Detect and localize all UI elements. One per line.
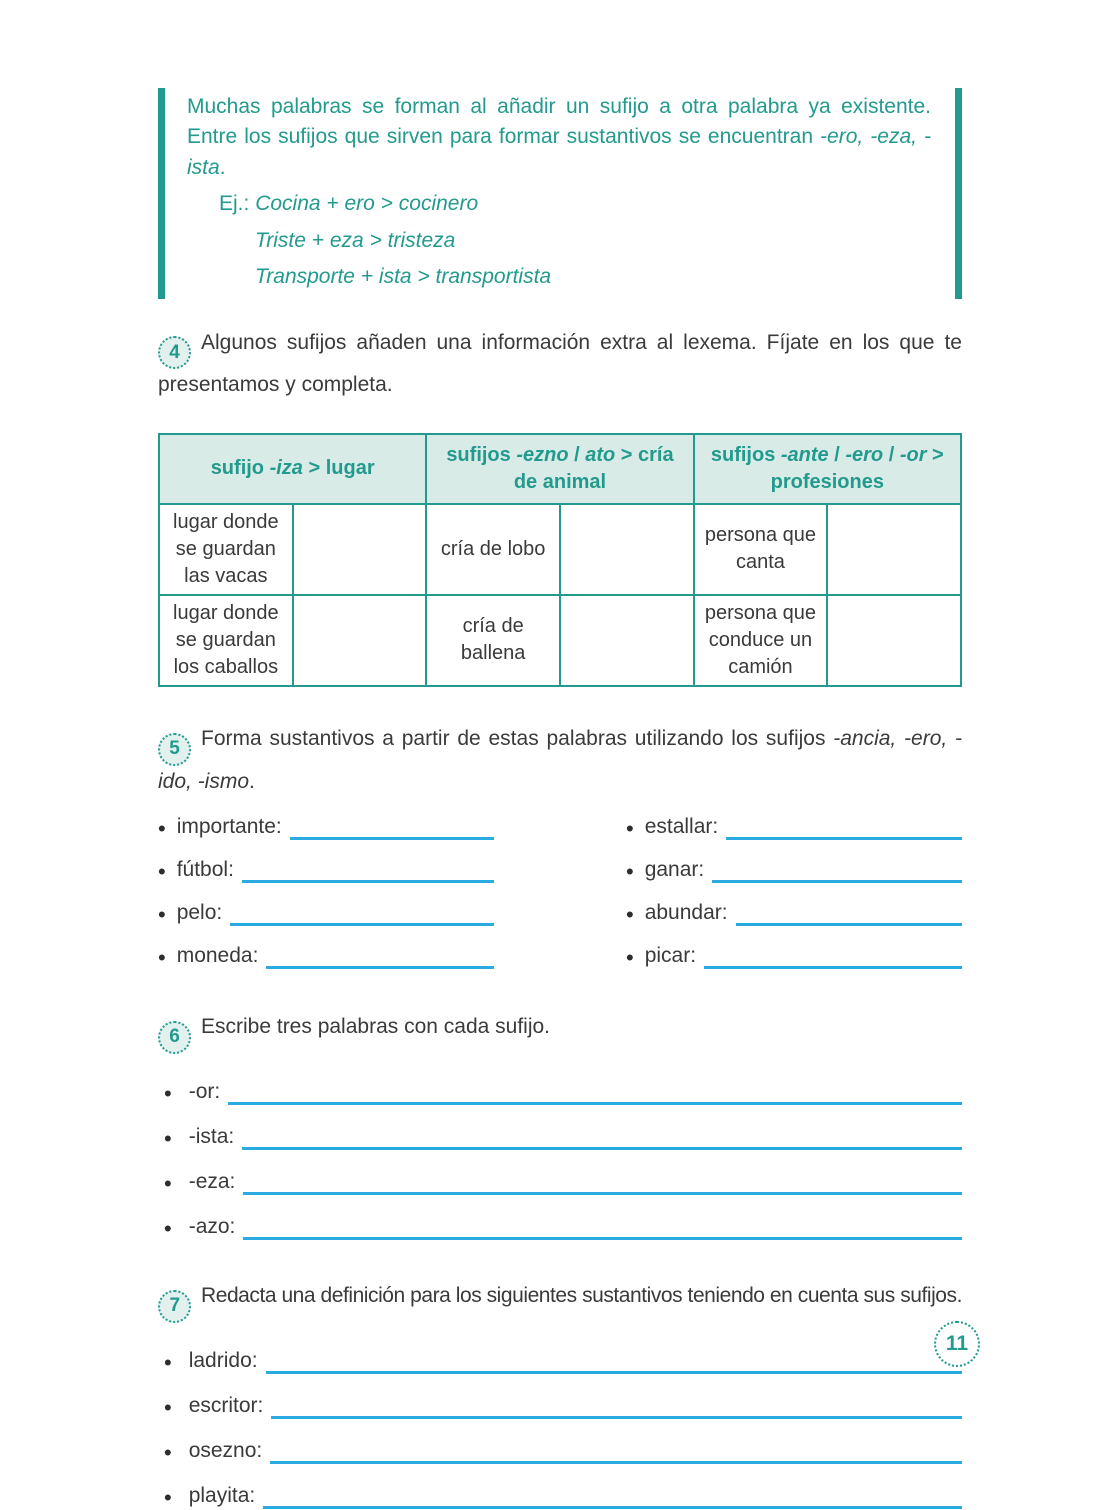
answer-line[interactable]	[230, 903, 494, 926]
fill-item-eza	[158, 1170, 962, 1195]
word-label: estallar:	[644, 815, 719, 839]
exercise-5-suffix-list: -ancia, -ero, -ido, -ismo	[158, 726, 962, 793]
fill-item-or	[158, 1080, 962, 1105]
table-header-cria-animal: sufijos -ezno / ato > cría de animal	[426, 434, 693, 504]
bullet-icon: •	[164, 1170, 172, 1196]
example-text: Cocina + ero > cocinero	[255, 192, 479, 216]
fill-item-picar	[626, 944, 962, 969]
example-line	[187, 262, 931, 292]
answer-line[interactable]	[243, 1172, 962, 1195]
exercise-7-word-list	[158, 1349, 962, 1509]
bullet-icon: •	[164, 1125, 172, 1151]
suffix-label: -eza:	[188, 1169, 236, 1193]
table-header-row	[159, 434, 961, 504]
answer-line[interactable]	[726, 817, 962, 840]
word-label: ladrido:	[188, 1348, 258, 1372]
fill-item-ladrido	[158, 1349, 962, 1374]
table-header-lugar: sufijo -iza > lugar	[159, 434, 426, 504]
exercise-4	[158, 327, 962, 687]
fill-item-importante	[158, 815, 494, 840]
fill-item-pelo	[158, 901, 494, 926]
answer-line[interactable]	[243, 1217, 962, 1240]
table-row	[159, 595, 961, 686]
exercise-6-instruction: Escribe tres palabras con cada sufijo.	[201, 1015, 551, 1039]
word-label: escritor:	[188, 1393, 264, 1417]
exercise-5-number-badge: 5	[158, 733, 191, 766]
answer-line[interactable]	[263, 1486, 962, 1509]
exercise-7	[158, 1280, 962, 1509]
exercise-6-heading	[158, 1011, 962, 1054]
bullet-icon: •	[158, 816, 166, 842]
table-cell-description: cría de ballena	[426, 595, 560, 686]
exercise-7-number-badge: 7	[158, 1290, 191, 1323]
table-answer-cell[interactable]	[293, 595, 427, 686]
page-number-badge: 11	[934, 1321, 980, 1367]
exercise-4-instruction: Algunos sufijos añaden una información extra al lexema. Fíjate en los que te presentamos y completa.	[158, 330, 962, 397]
bullet-icon: •	[158, 902, 166, 928]
word-label: pelo:	[176, 901, 223, 925]
exercise-4-heading	[158, 327, 962, 401]
fill-item-azo	[158, 1215, 962, 1240]
bullet-icon: •	[158, 859, 166, 885]
answer-line[interactable]	[736, 903, 962, 926]
word-label: picar:	[644, 944, 697, 968]
example-line	[187, 189, 931, 219]
exercise-7-heading	[158, 1280, 962, 1323]
answer-line[interactable]	[290, 817, 494, 840]
exercise-5-heading: 5 Forma sustantivos a partir de estas palabras utilizando los sufijos -ancia, -ero, -ido, -ismo.	[158, 726, 962, 793]
exercise-6	[158, 1011, 962, 1240]
word-label: abundar:	[644, 901, 728, 925]
info-suffix-list: -ero, -eza, -ista	[187, 125, 931, 179]
answer-line[interactable]	[266, 946, 494, 969]
exercise-6-suffix-list	[158, 1080, 962, 1240]
table-cell-description: lugar donde se guardan los caballos	[159, 595, 293, 686]
answer-line[interactable]	[266, 1351, 962, 1374]
bullet-icon: •	[164, 1080, 172, 1106]
table-header-profesiones: sufijos -ante / -ero / -or > profesiones	[694, 434, 961, 504]
fill-item-playita	[158, 1484, 962, 1509]
table-row	[159, 504, 961, 595]
table-cell-description: persona que canta	[694, 504, 828, 595]
exercise-7-instruction: Redacta una definición para los siguientes sustantivos teniendo en cuenta sus sufijos.	[201, 1283, 962, 1307]
word-label: importante:	[176, 815, 282, 839]
bullet-icon: •	[626, 945, 634, 971]
table-answer-cell[interactable]	[827, 595, 961, 686]
exercise-5-instruction: Forma sustantivos a partir de estas palabras utilizando los sufijos	[201, 726, 834, 750]
answer-line[interactable]	[270, 1441, 962, 1464]
word-label: moneda:	[176, 944, 259, 968]
exercise-6-number-badge: 6	[158, 1021, 191, 1054]
info-intro-text: Muchas palabras se forman al añadir un sufijo a otra palabra ya existente. Entre los sufijos que sirven para formar sustantivos se encuentran	[187, 95, 931, 149]
bullet-icon: •	[626, 859, 634, 885]
fill-item-ganar	[626, 858, 962, 883]
example-label: Ej.:	[219, 192, 256, 216]
table-cell-description: persona que conduce un camión	[694, 595, 828, 686]
bullet-icon: •	[164, 1484, 172, 1510]
grammar-info-box	[158, 88, 962, 299]
suffix-completion-table	[158, 433, 962, 687]
bullet-icon: •	[164, 1215, 172, 1241]
bullet-icon: •	[626, 816, 634, 842]
answer-line[interactable]	[242, 1127, 962, 1150]
table-answer-cell[interactable]	[560, 595, 694, 686]
answer-line[interactable]	[242, 860, 494, 883]
table-cell-description: cría de lobo	[426, 504, 560, 595]
fill-item-escritor	[158, 1394, 962, 1419]
answer-line[interactable]	[271, 1396, 962, 1419]
word-label: playita:	[188, 1483, 256, 1507]
suffix-label: -or:	[188, 1079, 221, 1103]
word-label: ganar:	[644, 858, 705, 882]
table-answer-cell[interactable]	[560, 504, 694, 595]
exercise-5-word-list	[158, 815, 962, 969]
answer-line[interactable]	[228, 1082, 962, 1105]
bullet-icon: •	[626, 902, 634, 928]
example-text: Transporte + ista > transportista	[255, 265, 552, 289]
bullet-icon: •	[164, 1349, 172, 1375]
fill-item-abundar	[626, 901, 962, 926]
example-line	[187, 226, 931, 256]
exercise-4-number-badge: 4	[158, 336, 191, 369]
table-answer-cell[interactable]	[827, 504, 961, 595]
example-text: Triste + eza > tristeza	[255, 228, 456, 252]
suffix-label: -azo:	[188, 1214, 236, 1238]
fill-item-ista	[158, 1125, 962, 1150]
suffix-label: -ista:	[188, 1124, 235, 1148]
answer-line[interactable]	[712, 860, 962, 883]
word-label: fútbol:	[176, 858, 234, 882]
fill-item-futbol	[158, 858, 494, 883]
table-cell-description: lugar donde se guardan las vacas	[159, 504, 293, 595]
info-intro-period: .	[219, 155, 226, 179]
exercise-5	[158, 723, 962, 969]
table-answer-cell[interactable]	[293, 504, 427, 595]
bullet-icon: •	[164, 1394, 172, 1420]
fill-item-estallar	[626, 815, 962, 840]
word-label: osezno:	[188, 1438, 263, 1462]
bullet-icon: •	[164, 1439, 172, 1465]
fill-item-moneda	[158, 944, 494, 969]
fill-item-osezno	[158, 1439, 962, 1464]
bullet-icon: •	[158, 945, 166, 971]
answer-line[interactable]	[704, 946, 962, 969]
info-box-paragraph	[187, 92, 931, 183]
